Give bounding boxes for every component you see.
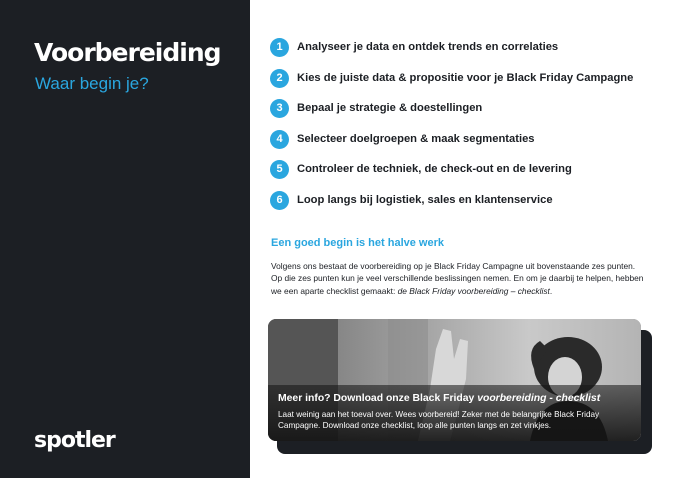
download-card[interactable] [268,319,641,441]
step-number-badge: 4 [270,130,289,149]
step-number-badge: 6 [270,191,289,210]
card-title-italic: voorbereiding - checklist [477,393,601,404]
page-title: Voorbereiding [34,38,221,67]
step-label: Analyseer je data en ontdek trends en correlaties [297,41,559,53]
spotler-logo: spotler [34,428,115,453]
step-label: Kies de juiste data & propositie voor je Black Friday Campagne [297,72,634,84]
step-label: Selecteer doelgroepen & maak segmentaties [297,133,535,145]
page-subtitle: Waar begin je? [35,74,149,93]
step-number-badge: 2 [270,69,289,88]
section-body-text: Volgens ons bestaat de voorbereiding op je Black Friday Campagne uit bovenstaande zes punten. Op die zes punten kun je veel verschillende beslissingen nemen. En om je daarbij te helpen, hebben we een aparte checklist gemaakt: [271,261,644,296]
sidebar-panel [0,0,250,478]
card-title [278,393,600,404]
section-body-end: . [549,285,553,296]
step-label: Loop langs bij logistiek, sales en klantenservice [297,194,553,206]
step-label: Controleer de techniek, de check-out en de levering [297,163,572,175]
step-item [270,68,633,88]
step-item [270,98,482,118]
step-item [270,129,535,149]
step-number-badge: 1 [270,38,289,57]
step-item [270,159,572,179]
section-body [271,260,646,297]
step-label: Bepaal je strategie & doestellingen [297,102,483,114]
step-number-badge: 5 [270,160,289,179]
step-number-badge: 3 [270,99,289,118]
card-description: Laat weinig aan het toeval over. Wees voorbereid! Zeker met de belangrijke Black Friday Campagne. Download onze checklist, loop alle punten langs en zet vinkjes. [278,410,600,430]
step-item [270,190,553,210]
step-item [270,37,558,57]
section-heading: Een goed begin is het halve werk [271,237,444,249]
card-title-text: Meer info? Download onze Black Friday [278,393,478,404]
checklist-link[interactable]: de Black Friday voorbereiding – checklist [397,285,550,296]
